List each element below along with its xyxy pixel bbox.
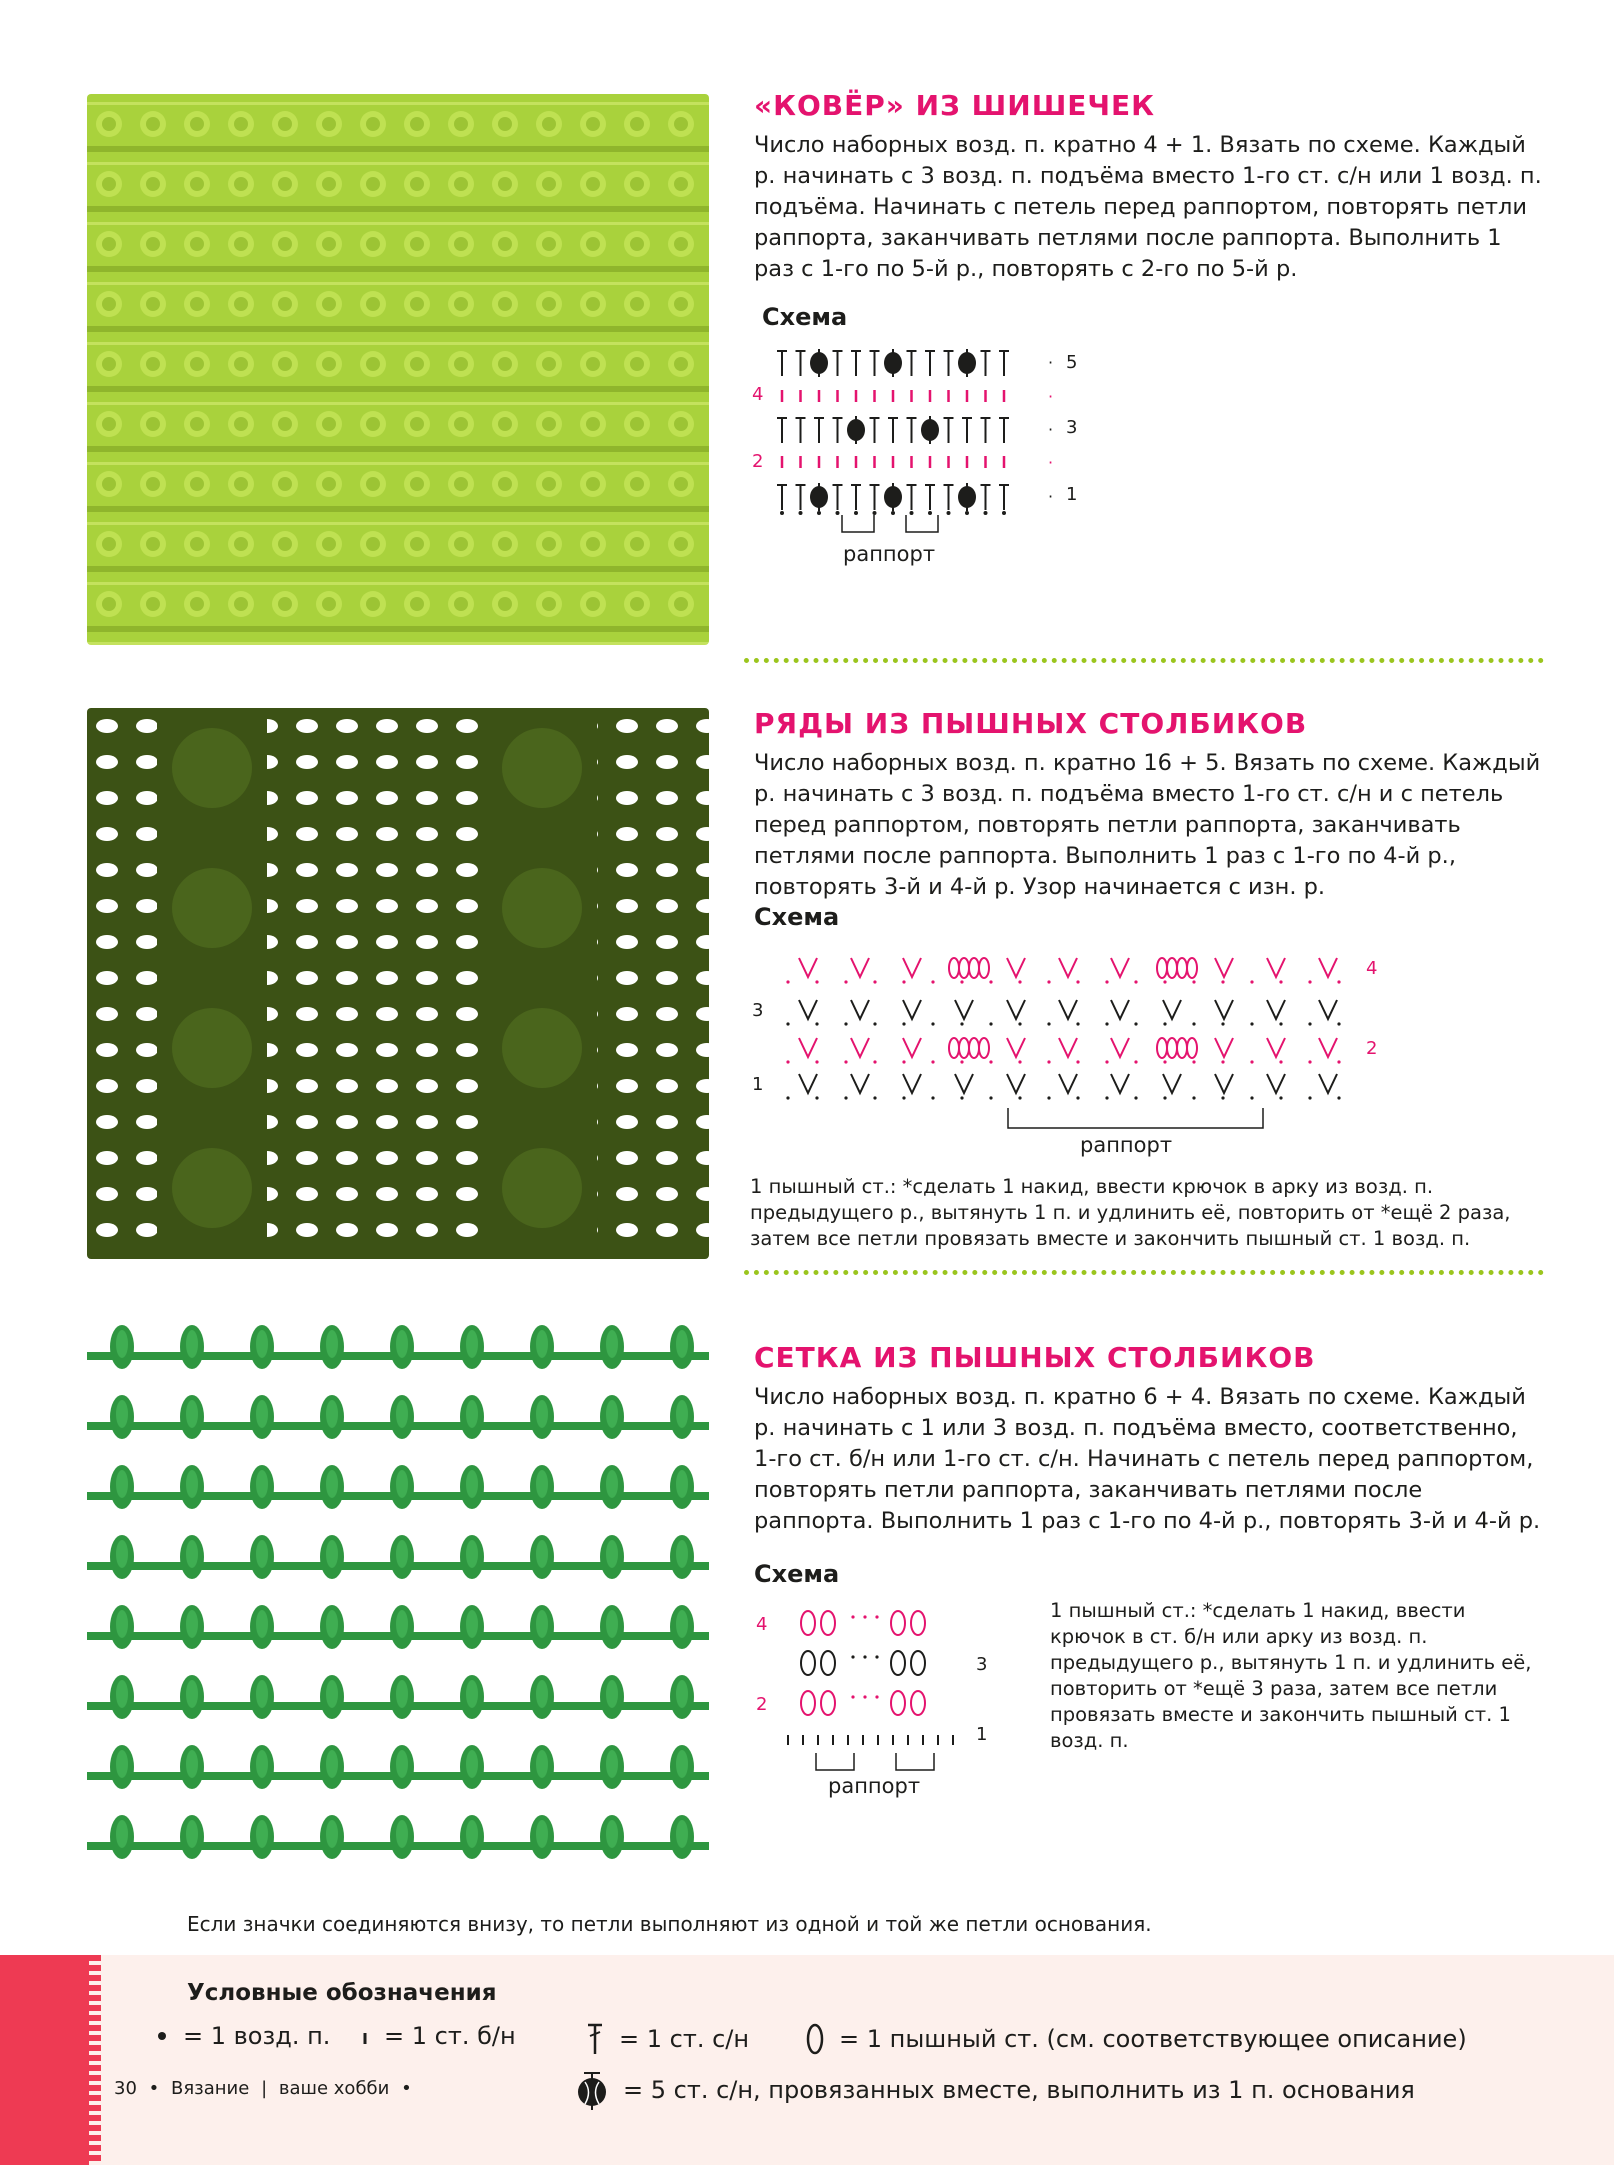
schema-diagram-puff-mesh [748,1595,1008,1814]
rapport-label: раппорт [1080,1133,1173,1157]
legend-item-bobble [575,2068,1415,2112]
chain-dot [1279,980,1282,983]
row-number: 4 [756,1614,768,1635]
v-stitch-symbol [955,1074,973,1093]
chain-dot [1192,980,1195,983]
puff-symbol [911,1611,925,1635]
chain-dot [1105,980,1108,983]
v-stitch-symbol [851,958,869,977]
puff-symbol [949,958,959,978]
v-stitch-symbol [799,958,817,977]
chain-dot [1047,1096,1050,1099]
chain-dot [902,1096,905,1099]
chain-dot [863,1695,866,1698]
chain-dot [1018,1060,1021,1063]
decorative-strip [0,1955,100,2165]
chain-dot [836,511,840,515]
schema-label: Схема [754,903,840,931]
footer-separator: • [401,2078,412,2099]
legend-item-chain [155,2022,330,2050]
chain-dot [1250,1096,1253,1099]
row-number: 3 [752,1000,764,1021]
v-stitch-symbol [851,1038,869,1057]
row-number: 1 [976,1724,988,1745]
legend-title: Условные обозначения [187,1980,497,2006]
chain-dot [873,511,877,515]
v-stitch-symbol [851,1074,869,1093]
chain-dot [844,1060,847,1063]
section-description: Число наборных возд. п. кратно 4 + 1. Вязать по схеме. Каждый р. начинать с 3 возд. п. подъёма вместо 1-го ст. с/н или 1 возд. п. подъёма. Начинать с петель перед раппортом, повторять петли раппорта, заканчивать петлями после раппорта. Выполнить 1 раз с 1-го по 5-й р., повторять с 2-го по 5-й р. [754,132,1542,282]
chain-dot [1250,1022,1253,1025]
chain-dot [1192,1096,1195,1099]
puff-stitch-icon [805,2022,825,2056]
chain-dot [873,1060,876,1063]
v-stitch-symbol [1267,958,1285,977]
chain-dot [931,980,934,983]
chain-dot [1337,1060,1340,1063]
v-stitch-symbol [903,958,921,977]
row-number: 1 [752,1074,764,1095]
puff-symbol [969,958,979,978]
chain-dot [1163,980,1166,983]
chain-dot [1134,1060,1137,1063]
puff-symbol [959,958,969,978]
puff-stitch-note: 1 пышный ст.: *сделать 1 накид, ввести крючок в ст. б/н или арку из возд. п. предыдущего р., вытянуть 1 п. и удлинить её, повторить от *ещё 3 раза, затем все петли провязать вместе и закончить пышный ст. 1 возд. п. [1050,1599,1532,1752]
row-number: 3 [976,1654,988,1675]
chain-dot [1308,980,1311,983]
v-stitch-symbol [1319,1074,1337,1093]
v-stitch-symbol [1163,1000,1181,1019]
v-stitch-symbol [1163,1074,1181,1093]
chain-dot [854,511,858,515]
schema-diagram-puff-rows [748,938,1388,1167]
schema-diagram-bobble [748,335,1088,579]
puff-symbol [821,1611,835,1635]
v-stitch-symbol [1215,1038,1233,1057]
chain-dot [989,1096,992,1099]
legend-item-single-crochet [360,2022,516,2050]
v-stitch-symbol [1007,958,1025,977]
bobble-cluster-icon [575,2068,609,2112]
puff-symbol [891,1691,905,1715]
v-stitch-symbol [955,1000,973,1019]
section-title: СЕТКА ИЗ ПЫШНЫХ СТОЛБИКОВ [754,1341,1316,1374]
row-number: 3 [1066,417,1078,438]
chain-dot [960,1096,963,1099]
v-stitch-symbol [903,1038,921,1057]
chain-dot [875,1655,878,1658]
chain-dot [984,511,988,515]
puff-symbol [1157,1038,1167,1058]
row-number: 4 [1366,958,1378,979]
chain-dot [960,980,963,983]
chain-dot [844,1022,847,1025]
chain-dot [1076,1096,1079,1099]
chain-dot [1134,980,1137,983]
puff-symbol [821,1651,835,1675]
chain-dot [1250,1060,1253,1063]
chain-dot [1047,1060,1050,1063]
puff-symbol [1177,1038,1187,1058]
chain-dot [873,980,876,983]
photo-puff-mesh [87,1322,709,1873]
double-crochet-icon [585,2022,605,2056]
section-title: «КОВЁР» ИЗ ШИШЕЧЕК [754,89,1156,122]
schema-label: Схема [754,1560,840,1588]
chain-dot [1279,1096,1282,1099]
chain-dot [863,1615,866,1618]
section-puff-rows [754,706,1544,903]
v-stitch-symbol [903,1000,921,1019]
chain-dot [960,1060,963,1063]
v-stitch-symbol [1111,1074,1129,1093]
chain-dot [1308,1060,1311,1063]
chain-dot [817,511,821,515]
chain-dot [1279,1060,1282,1063]
legend-label: = 1 пышный ст. (см. соответствующее описание) [839,2025,1467,2053]
chain-dot [815,980,818,983]
legend-label: = 1 возд. п. [183,2022,331,2050]
row-number: 5 [1066,352,1078,373]
v-stitch-symbol [1215,1074,1233,1093]
puff-symbol [911,1651,925,1675]
row-number: 2 [752,451,764,472]
chain-dot [1337,1096,1340,1099]
v-stitch-symbol [1319,1038,1337,1057]
chain-dot [902,980,905,983]
row-number: 1 [1066,484,1078,505]
v-stitch-symbol [1111,1038,1129,1057]
divider [744,658,1544,663]
legend-item-puff [805,2022,1467,2056]
puff-symbol [969,1038,979,1058]
chain-dot [780,511,784,515]
chain-dot [786,1060,789,1063]
chain-dot [928,511,932,515]
chain-dot [965,511,969,515]
v-stitch-symbol [1059,958,1077,977]
v-stitch-symbol [799,1038,817,1057]
photo-bobble-carpet [87,94,709,645]
chain-dot: · [1048,453,1054,472]
chain-dot [873,1022,876,1025]
chain-dot: · [1048,387,1054,406]
row-number: 2 [756,1694,768,1715]
chain-dot [851,1615,854,1618]
v-stitch-symbol [1111,1000,1129,1019]
legend-label: = 1 ст. с/н [619,2025,750,2053]
chain-dot [844,1096,847,1099]
v-stitch-symbol [851,1000,869,1019]
chain-dot [815,1060,818,1063]
v-stitch-symbol [1111,958,1129,977]
chain-dot [1337,1022,1340,1025]
chain-dot [786,1096,789,1099]
chain-dot [891,511,895,515]
chain-dot [1250,980,1253,983]
chain-dot [989,1022,992,1025]
row-number: 4 [752,384,764,405]
chain-dot [1192,1060,1195,1063]
v-stitch-symbol [1267,1074,1285,1093]
puff-symbol [1167,1038,1177,1058]
chain-dot [1076,980,1079,983]
chain-dot [815,1022,818,1025]
chain-dot: · [1048,420,1054,439]
v-stitch-symbol [1319,1000,1337,1019]
chain-dot [851,1655,854,1658]
chain-dot [875,1695,878,1698]
footer-separator: • [148,2078,160,2099]
magazine-subtitle: ваше хобби [278,2078,390,2099]
chain-dot [1221,1060,1224,1063]
chain-dot [1105,1060,1108,1063]
puff-symbol [979,1038,989,1058]
chain-dot [1221,1096,1224,1099]
chain-dot [1192,1022,1195,1025]
page-number: 30 [114,2078,137,2099]
v-stitch-symbol [1007,1074,1025,1093]
puff-symbol [949,1038,959,1058]
puff-symbol [801,1611,815,1635]
puff-symbol [959,1038,969,1058]
v-stitch-symbol [799,1074,817,1093]
legend-label: = 5 ст. с/н, провязанных вместе, выполнить из 1 п. основания [623,2076,1415,2104]
puff-symbol [1187,1038,1197,1058]
legend-item-double-crochet [585,2022,749,2056]
section-title: РЯДЫ ИЗ ПЫШНЫХ СТОЛБИКОВ [754,707,1308,740]
chain-dot [815,1096,818,1099]
chain-dot [1308,1096,1311,1099]
v-stitch-symbol [1007,1000,1025,1019]
puff-symbol [1167,958,1177,978]
puff-stitch-note: 1 пышный ст.: *сделать 1 накид, ввести крючок в арку из возд. п. предыдущего р., вытянуть 1 п. и удлинить её, повторить от *ещё 2 раза, затем все петли провязать вместе и закончить пышный ст. 1 возд. п. [750,1175,1511,1250]
chain-dot [1018,1022,1021,1025]
puff-symbol [801,1651,815,1675]
chain-dot [1076,1060,1079,1063]
schema-label: Схема [762,303,848,331]
chain-dot [960,1022,963,1025]
v-stitch-symbol [903,1074,921,1093]
bottom-note: Если значки соединяются внизу, то петли выполняют из одной и той же петли основания. [187,1912,1152,1936]
chain-dot [931,1060,934,1063]
chain-dot [1018,980,1021,983]
legend-label: = 1 ст. б/н [384,2022,516,2050]
chain-dot [1163,1022,1166,1025]
chain-dot [1134,1096,1137,1099]
v-stitch-symbol [1319,958,1337,977]
puff-symbol [1187,958,1197,978]
chain-dot [1105,1096,1108,1099]
photo-puff-rows [87,708,709,1259]
rapport-label: раппорт [828,1774,921,1798]
chain-dot [799,511,803,515]
v-stitch-symbol [799,1000,817,1019]
v-stitch-symbol [1215,958,1233,977]
puff-symbol [891,1651,905,1675]
v-stitch-symbol [1059,1000,1077,1019]
chain-dot: · [1048,353,1054,372]
footer-separator: | [261,2078,268,2099]
chain-dot [786,1022,789,1025]
divider [744,1270,1544,1275]
chain-dot [1163,1096,1166,1099]
chain-dot [851,1695,854,1698]
v-stitch-symbol [1059,1074,1077,1093]
puff-symbol [1177,958,1187,978]
chain-dot [931,1096,934,1099]
row-number: 2 [1366,1038,1378,1059]
section-description: Число наборных возд. п. кратно 6 + 4. Вязать по схеме. Каждый р. начинать с 1 или 3 возд. п. подъёма вместо, соответственно, 1-го ст. б/н или 1-го ст. с/н. Начинать с петель перед раппортом, повторять петли раппорта, заканчивать петлями после раппорта. Выполнить 1 раз с 1-го по 4-й р., повторять 3-й и 4-й р. [754,1384,1541,1534]
chain-dot [910,511,914,515]
chain-dot [844,980,847,983]
chain-dot [1221,1022,1224,1025]
chain-dot [863,1655,866,1658]
page-footer [114,2078,418,2099]
v-stitch-symbol [1059,1038,1077,1057]
chain-dot [1221,980,1224,983]
puff-symbol [911,1691,925,1715]
chain-dot [989,1060,992,1063]
v-stitch-symbol [1267,1000,1285,1019]
puff-symbol [821,1691,835,1715]
chain-dot [1002,511,1006,515]
chain-dot [875,1615,878,1618]
chain-dot [1308,1022,1311,1025]
rapport-label: раппорт [843,542,936,566]
chain-dot [931,1022,934,1025]
chain-dot [902,1060,905,1063]
v-stitch-symbol [1007,1038,1025,1057]
v-stitch-symbol [1215,1000,1233,1019]
chain-dot [1076,1022,1079,1025]
chain-dot [1105,1022,1108,1025]
v-stitch-symbol [1267,1038,1285,1057]
chain-dot [1337,980,1340,983]
chain-dot [786,980,789,983]
chain-dot: · [1048,487,1054,506]
chain-dot [902,1022,905,1025]
chain-dot-icon [155,2024,169,2048]
single-crochet-icon [360,2024,370,2048]
puff-symbol [979,958,989,978]
chain-dot [1047,980,1050,983]
chain-dot [989,980,992,983]
chain-dot [873,1096,876,1099]
chain-dot [947,511,951,515]
section-puff-mesh [754,1340,1544,1537]
puff-symbol [1157,958,1167,978]
section-description: Число наборных возд. п. кратно 16 + 5. Вязать по схеме. Каждый р. начинать с 3 возд. п. подъёма вместо 1-го ст. с/н и с петель перед раппортом, повторять петли раппорта, заканчивать петлями после раппорта. Выполнить 1 раз с 1-го по 4-й р., повторять 3-й и 4-й р. Узор начинается с изн. р. [754,750,1541,900]
chain-dot [1047,1022,1050,1025]
section-bobble-carpet [754,88,1544,285]
chain-dot [1134,1022,1137,1025]
magazine-name: Вязание [171,2078,250,2099]
puff-symbol [801,1691,815,1715]
chain-dot [1279,1022,1282,1025]
chain-dot [1018,1096,1021,1099]
puff-symbol [891,1611,905,1635]
chain-dot [1163,1060,1166,1063]
